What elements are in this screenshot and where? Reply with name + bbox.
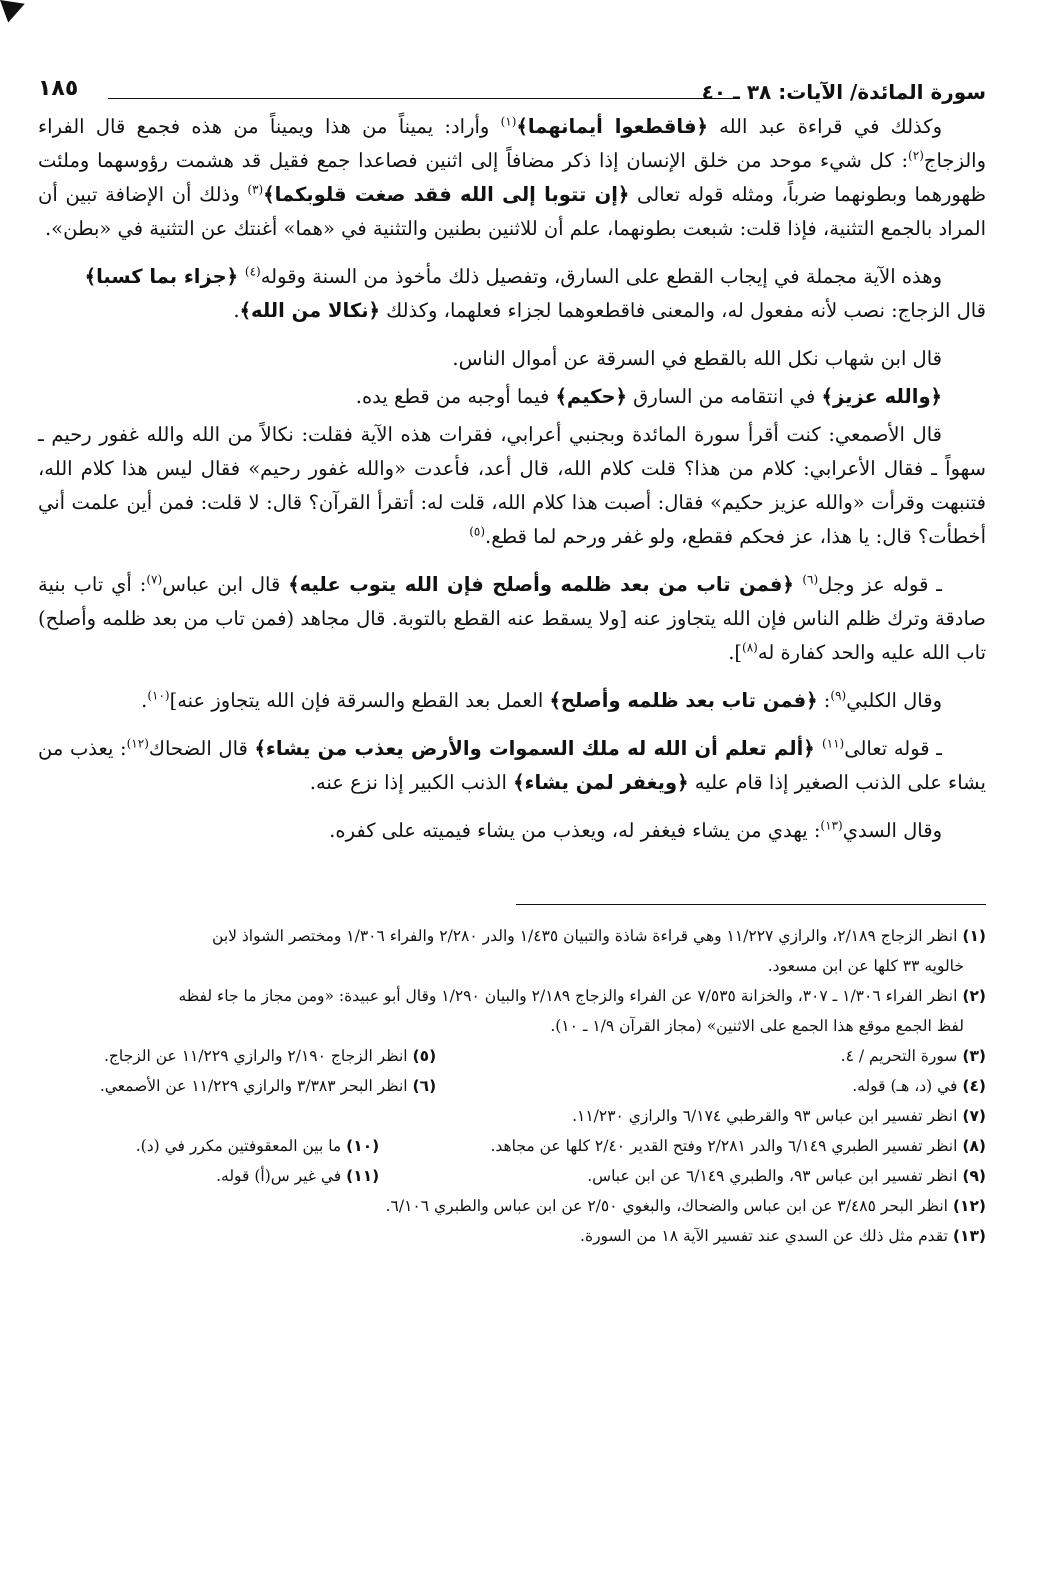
- text-run: : أي تاب بنية صادقة وترك ظلم الناس فإن الله يتجاوز عنه [ولا يسقط عنه القطع بالتوبة. قال مجاهد (فمن تاب من بعد ظلمه وأصلح) تاب الله عليه والحد كفارة له: [38, 573, 986, 664]
- text-run: قال الضحاك: [148, 737, 255, 760]
- footnote-8: [398, 1131, 986, 1161]
- footnote-ref: (١٢): [126, 736, 149, 751]
- text-run: ـ قوله تعالى: [844, 737, 942, 760]
- footnote-number: (١٢): [952, 1197, 986, 1215]
- quran-quote: ﴿ألم تعلم أن الله له ملك السموات والأرض يعذب من يشاء﴾: [254, 737, 822, 760]
- text-run: :: [817, 689, 831, 712]
- footnote-text: انظر تفسير الطبري ٦/١٤٩ والدر ٢/٢٨١ وفتح القدير ٢/٤٠ كلها عن مجاهد.: [490, 1137, 963, 1155]
- main-text: [38, 110, 986, 848]
- footnote-ref: (١٠): [147, 688, 170, 703]
- footnote-number: (١٣): [952, 1227, 986, 1245]
- footnote-11: [38, 1161, 379, 1191]
- footnote-divider: [516, 904, 986, 905]
- footnote-number: (٤): [962, 1077, 986, 1095]
- page-corner-mark: [0, 0, 29, 23]
- footnote-text: انظر الزجاج ٢/١٨٩، والرازي ١١/٢٢٧ وهي قراءة شاذة والتبيان ١/٤٣٥ والدر ٢/٢٨٠ والفراء ١/٣٠٦ ومختصر الشواذ لابن: [212, 927, 963, 945]
- text-run: وقال السدي: [842, 819, 942, 842]
- paragraph-3: [38, 294, 986, 328]
- footnote-6: [38, 1071, 436, 1101]
- footnote-4: [455, 1071, 986, 1101]
- quran-quote: ﴿فاقطعوا أيمانهما﴾: [516, 115, 708, 138]
- quran-quote: ﴿جزاء بما كسبا﴾: [84, 265, 245, 288]
- footnote-5: [38, 1041, 436, 1071]
- footnote-1-continued: خالويه ٣٣ كلها عن ابن مسعود.: [767, 957, 964, 975]
- footnote-ref: (١١): [821, 736, 845, 751]
- footnote-ref: (٥): [469, 524, 486, 539]
- page-header: [38, 70, 986, 110]
- footnote-number: (٢): [962, 987, 986, 1005]
- footnote-2-continued: لفظ الجمع موقع هذا الجمع على الاثنين» (مجاز القرآن ١/٩ ـ ١٠).: [550, 1017, 964, 1035]
- footnote-7: [38, 1101, 986, 1131]
- text-run: : كل شيء موحد من خلق الإنسان إذا ذكر مضافاً إلى اثنين فصاعدا جمع فقيل قد هشمت رؤوسهما وملئت ظهورهما وبطونهما ضرباً، ومثله قوله تعالى: [38, 149, 986, 206]
- page-number: ١٨٥: [38, 76, 79, 101]
- footnote-ref: (١): [500, 114, 517, 129]
- quran-quote: ﴿حكيم﴾: [555, 385, 627, 408]
- footnote-ref: (٤): [244, 264, 261, 279]
- footnote-13: [38, 1221, 986, 1251]
- footnote-row: [38, 1161, 986, 1191]
- text-run: .: [233, 299, 240, 322]
- text-run: وهذه الآية مجملة في إيجاب القطع على السارق، وتفصيل ذلك مأخوذ من السنة وقوله: [260, 265, 942, 288]
- paragraph-6: [38, 418, 986, 554]
- text-run: ].: [728, 641, 743, 664]
- text-run: الذنب الكبير إذا نزع عنه.: [309, 771, 514, 794]
- footnote-text: انظر تفسير ابن عباس ٩٣ والقرطبي ٦/١٧٤ والرازي ١١/٢٣٠.: [572, 1107, 963, 1125]
- text-run: وذلك أن الإضافة تبين أن المراد بالجمع التثنية، فإذا قلت: شبعت بطونهما، علم أن للاثنين بطنين والتثنية في «هما» أغنتك عن التثنية في «بطن».: [38, 183, 986, 240]
- quran-quote: ﴿نكالا من الله﴾: [239, 299, 380, 322]
- paragraph-5: [38, 380, 986, 414]
- footnote-text: انظر تفسير ابن عباس ٩٣، والطبري ٦/١٤٩ عن ابن عباس.: [587, 1167, 963, 1185]
- footnote-number: (١٠): [346, 1137, 380, 1155]
- paragraph-4: قال ابن شهاب نكل الله بالقطع في السرقة عن أموال الناس.: [452, 347, 942, 370]
- footnote-text: ما بين المعقوفتين مكرر في (د).: [135, 1137, 347, 1155]
- footnote-number: (١): [962, 927, 986, 945]
- paragraph-9: [38, 732, 986, 800]
- text-run: ـ قوله عز وجل: [818, 573, 942, 596]
- footnote-1: [38, 921, 986, 951]
- footnote-text: انظر الزجاج ٢/١٩٠ والرازي ١١/٢٢٩ عن الزجاج.: [103, 1047, 413, 1065]
- footnote-ref: (٦): [802, 572, 819, 587]
- text-run: قال الزجاج: نصب لأنه مفعول له، والمعنى فاقطعوهما لجزاء فعلهما، وكذلك: [379, 299, 986, 322]
- footnote-9: [398, 1161, 986, 1191]
- footnote-12: [38, 1191, 986, 1221]
- quran-quote: ﴿والله عزيز﴾: [821, 385, 942, 408]
- footnote-number: (٣): [962, 1047, 986, 1065]
- text-run: : يهدي من يشاء فيغفر له، ويعذب من يشاء فيميته على كفره.: [329, 819, 821, 842]
- footnote-text: تقدم مثل ذلك عن السدي عند تفسير الآية ١٨ من السورة.: [580, 1227, 953, 1245]
- footnote-number: (٧): [962, 1107, 986, 1125]
- footnote-row: [38, 1131, 986, 1161]
- text-run: : يعذب من يشاء على الذنب الصغير إذا قام عليه: [38, 737, 986, 794]
- header-rule: [108, 98, 736, 99]
- paragraph-2: [38, 260, 986, 294]
- running-title: سورة المائدة/ الآيات: ٣٨ ـ ٤٠: [701, 80, 986, 104]
- text-run: قال ابن عباس: [162, 573, 289, 596]
- footnote-3: [455, 1041, 986, 1071]
- footnote-text: انظر البحر ٣/٤٨٥ عن ابن عباس والضحاك، والبغوي ٢/٥٠ عن ابن عباس والطبري ٦/١٠٦.: [385, 1197, 953, 1215]
- footnote-text: في (د، هـ) قوله.: [852, 1077, 963, 1095]
- text-run: فيما أوجبه من قطع يده.: [355, 385, 556, 408]
- footnotes: [38, 921, 986, 1251]
- text-run: وكذلك في قراءة عبد الله: [707, 115, 942, 138]
- quran-quote: ﴿ويغفر لمن يشاء﴾: [513, 771, 689, 794]
- text-run: قال الأصمعي: كنت أقرأ سورة المائدة وبجنبي أعرابي، فقرات هذه الآية فقلت: نكالاً من الله والله غفور رحيم ـ سهواً ـ فقال الأعرابي: كلام من هذا؟ قلت كلام الله، قال أعد، فأعدت «والله غفور رحيم» فقال ليس هذا كلام الله، فتنبهت وقرأت «والله عزيز حكيم» فقال: أصبت هذا كلام الله، قلت له: أتقرأ القرآن؟ قال: لا قلت: فمن أين علمت أني أخطأت؟ قال: يا هذا، عز فحكم فقطع، ولو غفر ورحم لما قطع.: [38, 423, 986, 548]
- footnote-number: (١١): [346, 1167, 380, 1185]
- footnote-ref: (٧): [146, 572, 163, 587]
- footnote-ref: (٨): [742, 640, 758, 655]
- footnote-number: (٨): [962, 1137, 986, 1155]
- footnote-number: (٥): [412, 1047, 437, 1065]
- footnote-text: انظر البحر ٣/٣٨٣ والرازي ١١/٢٢٩ عن الأصمعي.: [99, 1077, 413, 1095]
- footnote-text: سورة التحريم / ٤.: [840, 1047, 963, 1065]
- text-run: وقال الكلبي: [846, 689, 942, 712]
- paragraph-8: [38, 684, 986, 718]
- text-run: في انتقامه من السارق: [626, 385, 822, 408]
- footnote-ref: (٩): [830, 688, 847, 703]
- footnote-ref: (١٣): [820, 818, 843, 833]
- footnote-number: (٩): [962, 1167, 986, 1185]
- footnote-text: انظر الفراء ١/٣٠٦ ـ ٣٠٧، والخزانة ٧/٥٣٥ عن الفراء والزجاج ٢/١٨٩ والبيان ١/٢٩٠ وقال أبو عبيدة: «ومن مجاز ما جاء لفظه: [178, 987, 963, 1005]
- paragraph-7: [38, 568, 986, 670]
- book-page: [38, 70, 986, 1251]
- footnote-row: [38, 1041, 986, 1071]
- text-run: العمل بعد القطع والسرقة فإن الله يتجاوز عنه]: [169, 689, 550, 712]
- quran-quote: ﴿فمن تاب بعد ظلمه وأصلح﴾: [549, 689, 818, 712]
- footnote-number: (٦): [412, 1077, 437, 1095]
- footnote-text: في غير س(أ) قوله.: [216, 1167, 347, 1185]
- text-run: وأراد: يميناً من هذا ويميناً من هذه فجمع قال الفراء والزجاج: [38, 115, 986, 172]
- footnote-ref: (٣): [247, 182, 264, 197]
- text-run: .: [141, 689, 148, 712]
- paragraph-10: [38, 814, 986, 848]
- footnote-ref: (٢): [908, 148, 924, 163]
- quran-quote: ﴿إن تتوبا إلى الله فقد صغت قلوبكما﴾: [263, 183, 630, 206]
- quran-quote: ﴿فمن تاب من بعد ظلمه وأصلح فإن الله يتوب عليه﴾: [288, 573, 803, 596]
- footnote-2: [38, 981, 986, 1011]
- footnote-10: [38, 1131, 379, 1161]
- footnote-row: [38, 1071, 986, 1101]
- paragraph-1: [38, 110, 986, 246]
